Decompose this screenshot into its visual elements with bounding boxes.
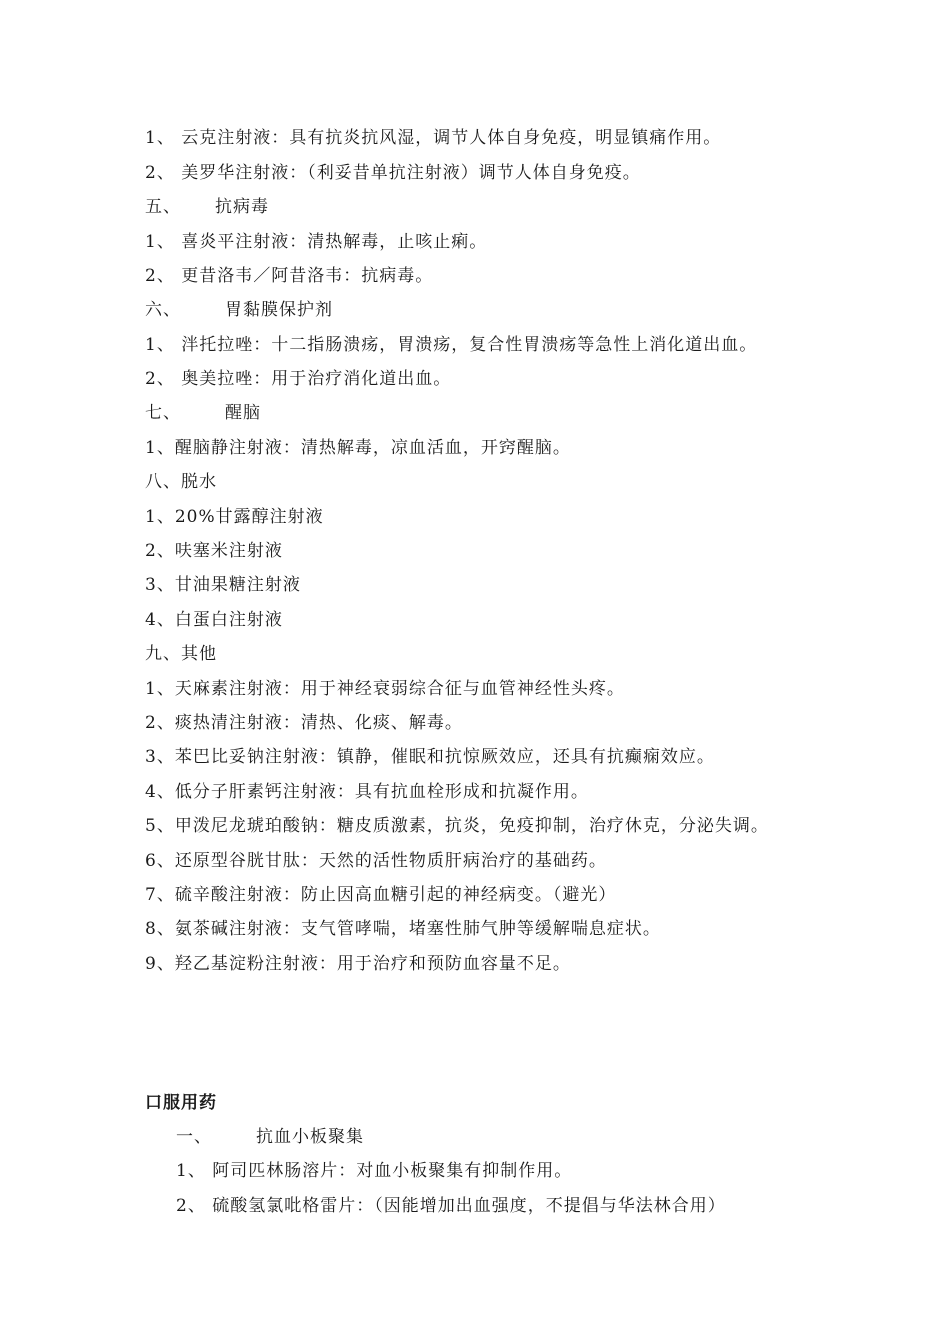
text-line: 3、苯巴比妥钠注射液：镇静，催眠和抗惊厥效应，还具有抗癫痫效应。 bbox=[145, 747, 715, 767]
text-line: 1、 云克注射液：具有抗炎抗风湿，调节人体自身免疫，明显镇痛作用。 bbox=[145, 128, 722, 148]
section-heading bbox=[145, 195, 269, 219]
text-line: 2、 更昔洛韦／阿昔洛韦：抗病毒。 bbox=[145, 266, 434, 286]
section-number: 七、 bbox=[145, 403, 181, 423]
text-line: 2、 美罗华注射液：（利妥昔单抗注射液）调节人体自身免疫。 bbox=[145, 163, 641, 183]
text-line: 7、硫辛酸注射液：防止因高血糖引起的神经病变。（避光） bbox=[145, 885, 617, 905]
section-heading: 九、其他 bbox=[145, 644, 217, 664]
text-line: 1、天麻素注射液：用于神经衰弱综合征与血管神经性头疼。 bbox=[145, 679, 625, 699]
text-line: 8、氨茶碱注射液：支气管哮喘，堵塞性肺气肿等缓解喘息症状。 bbox=[145, 919, 661, 939]
text-line: 2、呋塞米注射液 bbox=[145, 541, 283, 561]
text-line: 2、 硫酸氢氯吡格雷片：（因能增加出血强度，不提倡与华法林合用） bbox=[176, 1196, 726, 1216]
section-title: 醒脑 bbox=[225, 403, 261, 423]
text-line: 9、羟乙基淀粉注射液：用于治疗和预防血容量不足。 bbox=[145, 954, 571, 974]
section-heading: 八、脱水 bbox=[145, 472, 217, 492]
section-heading bbox=[145, 401, 261, 425]
section-number: 一、 bbox=[176, 1127, 212, 1147]
text-line: 1、 泮托拉唑：十二指肠溃疡，胃溃疡，复合性胃溃疡等急性上消化道出血。 bbox=[145, 335, 758, 355]
text-line: 1、20%甘露醇注射液 bbox=[145, 507, 324, 527]
text-line: 4、白蛋白注射液 bbox=[145, 610, 283, 630]
section-title-oral: 口服用药 bbox=[145, 1093, 217, 1113]
section-number: 五、 bbox=[145, 197, 181, 217]
section-title: 抗病毒 bbox=[215, 197, 269, 217]
text-line: 6、还原型谷胱甘肽：天然的活性物质肝病治疗的基础药。 bbox=[145, 851, 607, 871]
text-line: 4、低分子肝素钙注射液：具有抗血栓形成和抗凝作用。 bbox=[145, 782, 589, 802]
section-title: 胃黏膜保护剂 bbox=[225, 300, 333, 320]
section-title: 抗血小板聚集 bbox=[256, 1127, 364, 1147]
text-line: 1、醒脑静注射液：清热解毒，凉血活血，开窍醒脑。 bbox=[145, 438, 571, 458]
text-line: 2、痰热清注射液：清热、化痰、解毒。 bbox=[145, 713, 463, 733]
text-line: 1、 阿司匹林肠溶片：对血小板聚集有抑制作用。 bbox=[176, 1161, 573, 1181]
text-line: 1、 喜炎平注射液：清热解毒，止咳止痢。 bbox=[145, 232, 488, 252]
text-line: 3、甘油果糖注射液 bbox=[145, 575, 301, 595]
section-heading bbox=[145, 298, 333, 322]
text-line: 2、 奥美拉唑：用于治疗消化道出血。 bbox=[145, 369, 452, 389]
section-heading bbox=[176, 1125, 364, 1149]
text-line: 5、甲泼尼龙琥珀酸钠：糖皮质激素，抗炎，免疫抑制，治疗休克，分泌失调。 bbox=[145, 816, 769, 836]
section-number: 六、 bbox=[145, 300, 181, 320]
